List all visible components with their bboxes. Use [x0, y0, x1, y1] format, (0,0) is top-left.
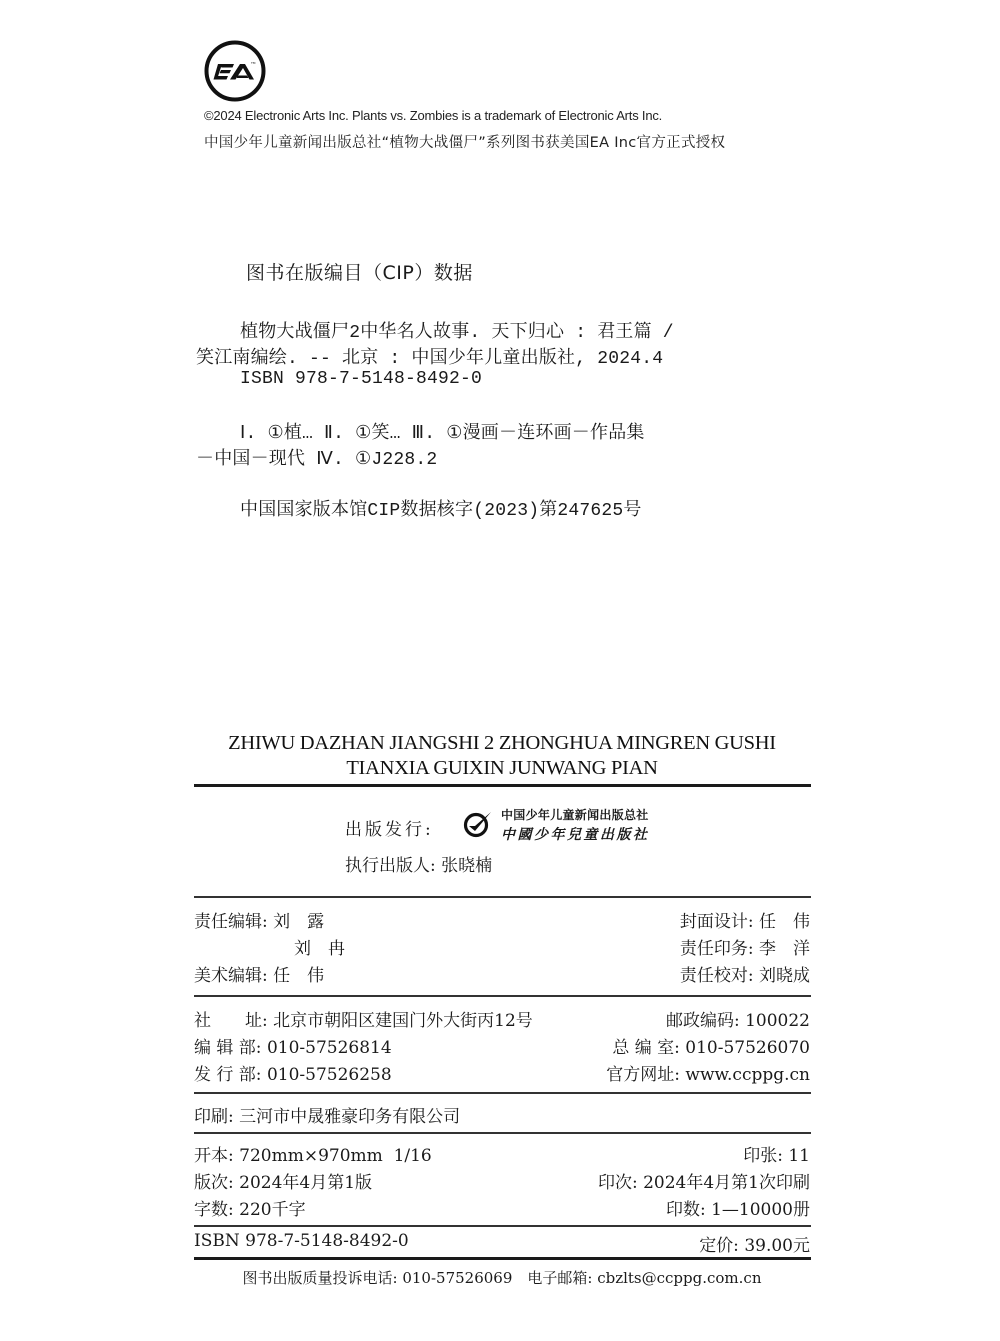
website-link[interactable]: www.ccppg.cn: [685, 1065, 810, 1085]
price-value: 39.00元: [744, 1236, 810, 1256]
executive-publisher: [345, 851, 492, 876]
staff-row: [194, 961, 810, 987]
words-value: 220千字: [239, 1200, 306, 1220]
staff-value: 刘 露: [273, 912, 325, 932]
distribution-dept: [194, 1060, 392, 1085]
cip-line: 植物大战僵尸2中华名人故事. 天下归心 : 君王篇 /: [240, 323, 674, 343]
executive-publisher-label: 执行出版人:: [345, 856, 436, 876]
staff-left: [194, 907, 324, 932]
staff-value: 任 伟: [273, 966, 325, 986]
staff-label: 责任编辑:: [194, 912, 268, 932]
chief-editor-office: [612, 1033, 810, 1058]
postal-code: [666, 1006, 810, 1031]
staff-label: 责任印务:: [679, 939, 754, 959]
contact-row: [194, 1033, 810, 1059]
svg-text:TM: TM: [251, 61, 256, 65]
edition-value: 2024年4月第1版: [239, 1173, 373, 1193]
staff-value: 刘晓成: [759, 966, 810, 986]
format: [194, 1141, 432, 1166]
contact-row: [194, 1060, 810, 1086]
pinyin-title-line-2: TIANXIA GUIXIN JUNWANG PIAN: [346, 757, 658, 779]
staff-row: [194, 934, 810, 960]
staff-label: 责任校对:: [679, 966, 754, 986]
staff-value: 李 洋: [759, 939, 810, 959]
pinyin-title-line-1: ZHIWU DAZHAN JIANGSHI 2 ZHONGHUA MINGREN GUSHI: [228, 732, 776, 754]
sheets-value: 11: [788, 1146, 810, 1166]
printing-value: 2024年4月第1次印刷: [643, 1173, 810, 1193]
publisher-name-group: 中国少年儿童新闻出版总社: [501, 808, 649, 822]
website-label: 官方网址:: [606, 1065, 680, 1085]
divider: [194, 1092, 811, 1094]
copies-value: 1—10000册: [711, 1200, 810, 1220]
printing-label: 印次:: [597, 1173, 638, 1193]
divider-thick: [194, 784, 811, 787]
cip-title: 图书在版编目（CIP）数据: [246, 262, 473, 284]
specs-row: [194, 1168, 810, 1194]
chief-label: 总 编 室:: [612, 1038, 680, 1058]
address-value: 北京市朝阳区建国门外大街丙12号: [273, 1011, 533, 1031]
divider: [194, 1132, 811, 1134]
isbn: ISBN 978-7-5148-8492-0: [194, 1231, 409, 1251]
website: [606, 1060, 810, 1085]
cip-line: ISBN 978-7-5148-8492-0: [240, 369, 483, 389]
cip-line: 笑江南编绘. -- 北京 : 中国少年儿童出版社, 2024.4: [196, 349, 664, 369]
edition: [194, 1168, 372, 1193]
cip-line: －中国－现代 Ⅳ. ①J228.2: [196, 450, 438, 470]
address-label: 社 址:: [194, 1011, 268, 1031]
distribution-label: 发 行 部:: [194, 1065, 262, 1085]
specs-row: [194, 1195, 810, 1221]
ccppg-logo-icon: [463, 809, 493, 839]
staff-label: 美术编辑:: [194, 966, 268, 986]
printer-row: [194, 1102, 810, 1128]
divider-thick: [194, 1257, 811, 1260]
specs-row: [194, 1141, 810, 1167]
printing: [598, 1168, 810, 1193]
edition-label: 版次:: [194, 1173, 234, 1193]
price-label: 定价:: [699, 1236, 739, 1256]
postal-value: 100022: [745, 1011, 810, 1031]
word-count: [194, 1195, 306, 1220]
words-label: 字数:: [194, 1200, 234, 1220]
executive-publisher-name: 张晓楠: [441, 856, 493, 876]
publisher-label: 出版发行:: [345, 820, 434, 840]
staff-left: [294, 934, 345, 959]
staff-value: 任 伟: [759, 912, 810, 932]
editorial-phone: 010-57526814: [266, 1038, 392, 1058]
staff-right: [680, 934, 810, 959]
print-run: [666, 1195, 810, 1220]
cip-line: Ⅰ. ①植… Ⅱ. ①笑… Ⅲ. ①漫画－连环画－作品集: [240, 424, 645, 444]
staff-right: [680, 961, 810, 986]
staff-label: 封面设计:: [679, 912, 754, 932]
staff-row: [194, 907, 810, 933]
printer-value: 三河市中晟雅豪印务有限公司: [239, 1107, 461, 1127]
price: [699, 1231, 810, 1256]
copies-label: 印数:: [665, 1200, 706, 1220]
staff-right: [680, 907, 810, 932]
editorial-label: 编 辑 部:: [194, 1038, 262, 1058]
divider: [194, 1225, 811, 1227]
divider: [194, 896, 811, 898]
sheets-label: 印张:: [743, 1146, 783, 1166]
format-label: 开本:: [194, 1146, 234, 1166]
staff-value: 刘 冉: [294, 939, 345, 959]
license-notice: 中国少年儿童新闻出版总社“植物大战僵尸”系列图书获美国EA Inc官方正式授权: [204, 135, 726, 151]
chief-phone: 010-57526070: [685, 1038, 810, 1058]
contact-row: [194, 1006, 810, 1032]
distribution-phone: 010-57526258: [266, 1065, 392, 1085]
cip-line: 中国国家版本馆CIP数据核字(2023)第247625号: [240, 501, 642, 521]
staff-left: [194, 961, 324, 986]
publisher-name-press: 中國少年兒童出版社: [501, 827, 650, 843]
postal-label: 邮政编码:: [665, 1011, 740, 1031]
format-value: 720mm×970mm 1/16: [239, 1146, 432, 1166]
quality-complaint-line: 图书出版质量投诉电话: 010-57526069 电子邮箱: cbzlts@ccppg.com.cn: [242, 1269, 762, 1287]
isbn-row: [194, 1231, 810, 1257]
printer: [194, 1102, 460, 1127]
printer-label: 印刷:: [194, 1107, 234, 1127]
ea-logo-icon: [204, 40, 266, 102]
divider: [194, 995, 811, 997]
address: [194, 1006, 533, 1031]
sheets: [743, 1141, 810, 1166]
editorial-dept: [194, 1033, 392, 1058]
copyright-notice: ©2024 Electronic Arts Inc. Plants vs. Zombies is a trademark of Electronic Arts Inc.: [204, 108, 663, 123]
